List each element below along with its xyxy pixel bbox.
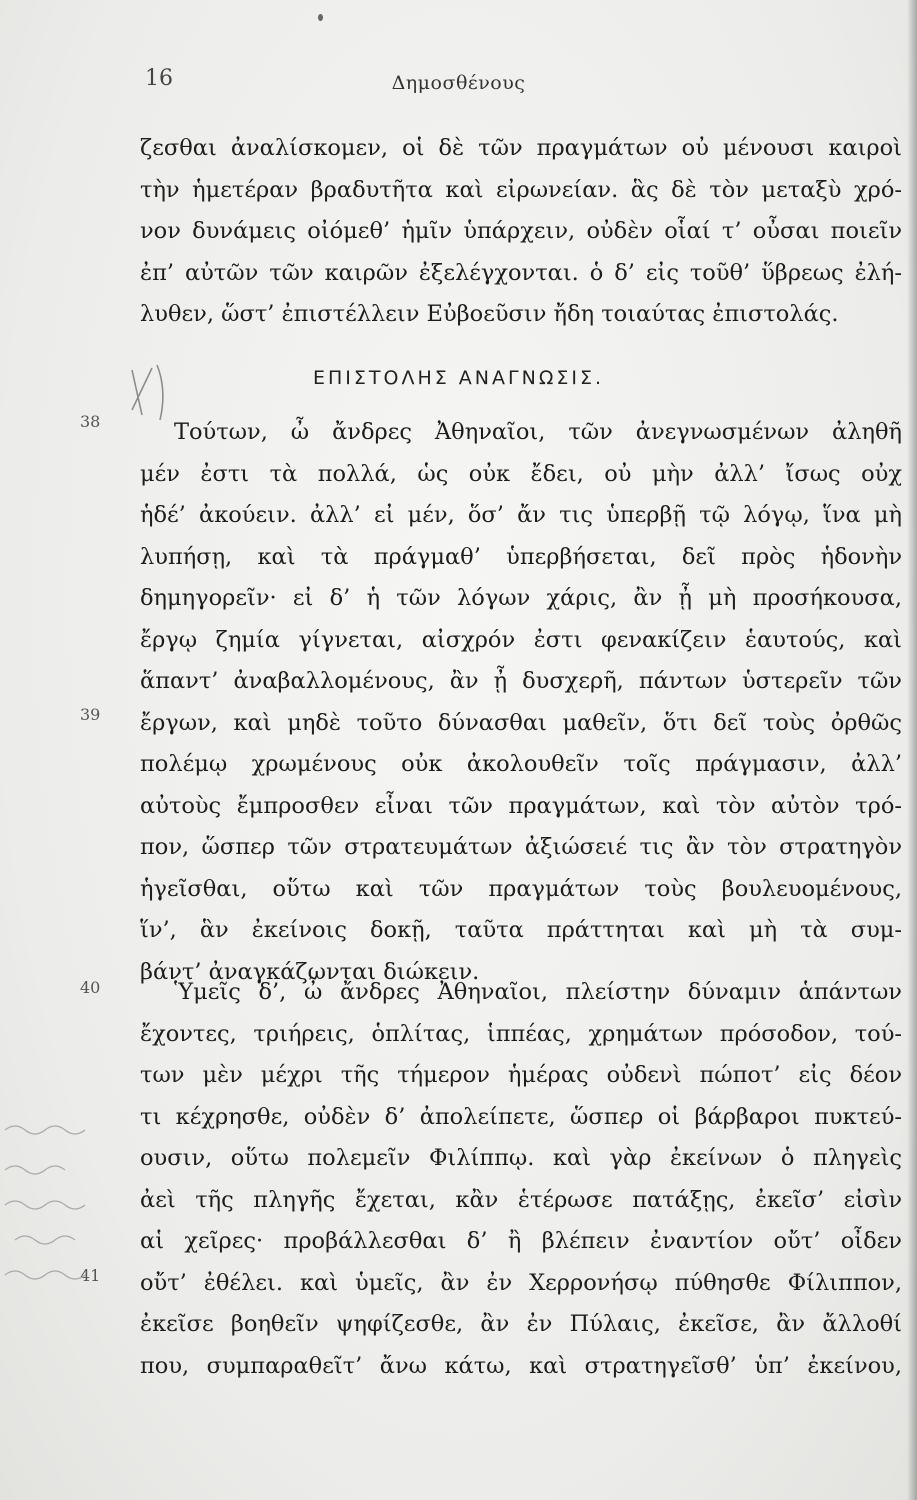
paragraph-continuation xyxy=(140,128,902,336)
text-line: αὐτοὺς ἔμπροσθεν εἶναι τῶν πραγμάτων, καὶ τὸν αὐτὸν τρό- xyxy=(140,792,902,819)
text-line: οὔτ’ ἐθέλει. καὶ ὑμεῖς, ἂν ἐν Χερρονήσῳ πύθησθε Φίλιππον, xyxy=(140,1269,902,1296)
text-line: Τούτων, ὦ ἄνδρες Ἀθηναῖοι, τῶν ἀνεγνωσμένων ἀληθῆ xyxy=(174,419,902,445)
text-line: Ὑμεῖς δ’, ὦ ἄνδρες Ἀθηναῖοι, πλείστην δύναμιν ἁπάντων xyxy=(174,979,902,1005)
text-line: νον δυνάμεις οἰόμεθ’ ἡμῖν ὑπάρχειν, οὐδὲν οἷαί τ’ οὖσαι ποιεῖν xyxy=(140,218,902,244)
text-line: πον, ὥσπερ τῶν στρατευμάτων ἀξιώσειέ τις ἂν τὸν στρατηγὸν xyxy=(140,834,902,860)
text-line: ἅπαντ’ ἀναβαλλομένους, ἂν ᾖ δυσχερῆ, πάντων ὑστερεῖν τῶν xyxy=(140,668,902,694)
text-line: τι κέχρησθε, οὐδὲν δ’ ἀπολείπετε, ὥσπερ οἱ βάρβαροι πυκτεύ- xyxy=(140,1103,902,1130)
text-line: ἔργῳ ζημία γίγνεται, αἰσχρόν ἐστι φενακίζειν ἑαυτούς, καὶ xyxy=(140,626,902,653)
text-line: ἐκεῖσε βοηθεῖν ψηφίζεσθε, ἂν ἐν Πύλαις, ἐκεῖσε, ἂν ἄλλοθί xyxy=(140,1311,902,1337)
page-number: 16 xyxy=(145,66,173,91)
text-line: των μὲν μέχρι τῆς τήμερον ἡμέρας οὐδενὶ πώποτ’ εἰς δέον xyxy=(140,1062,902,1088)
text-line: ἔχοντες, τριήρεις, ὁπλίτας, ἱππέας, χρημάτων πρόσοδον, τού- xyxy=(140,1020,902,1047)
text-line: λυθεν, ὥστ’ ἐπιστέλλειν Εὐβοεῦσιν ἤδη τοιαύτας ἐπιστολάς. xyxy=(140,301,839,327)
text-line: ζεσθαι ἀναλίσκομεν, οἱ δὲ τῶν πραγμάτων οὐ μένουσι καιροὶ xyxy=(140,135,902,161)
text-line: μέν ἐστι τὰ πολλά, ὡς οὐκ ἔδει, οὐ μὴν ἀλλ’ ἴσως οὐχ xyxy=(140,460,902,487)
text-line: τὴν ἡμετέραν βραδυτῆτα καὶ εἰρωνείαν. ἃς δὲ τὸν μεταξὺ χρό- xyxy=(140,176,902,203)
text-line: ἡγεῖσθαι, οὕτω καὶ τῶν πραγμάτων τοὺς βουλευομένους, xyxy=(140,875,902,902)
text-line: ἔργων, καὶ μηδὲ τοῦτο δύνασθαι μαθεῖν, ὅτι δεῖ τοὺς ὀρθῶς xyxy=(140,709,902,736)
margin-pencil-scribbles xyxy=(0,1090,110,1280)
text-line: δημηγορεῖν· εἰ δ’ ἡ τῶν λόγων χάρις, ἂν ᾖ μὴ προσήκουσα, xyxy=(140,585,902,611)
text-line: βάντ’ ἀναγκάζωνται διώκειν. xyxy=(140,958,480,985)
paragraph-38 xyxy=(140,412,902,993)
text-line: πολέμῳ χρωμένους οὐκ ἀκολουθεῖν τοῖς πράγμασιν, ἀλλ’ xyxy=(140,751,902,777)
section-heading: ΕΠΙΣΤΟΛΗΣ ΑΝΑΓΝΩΣΙΣ. xyxy=(313,367,604,389)
text-line: ουσιν, οὕτω πολεμεῖν Φιλίππῳ. καὶ γὰρ ἐκείνων ὁ πληγεὶς xyxy=(140,1145,902,1171)
paragraph-number: 41 xyxy=(80,1266,101,1285)
running-title: Δημοσθένους xyxy=(391,72,526,94)
ink-speck xyxy=(318,14,323,21)
paragraph-40 xyxy=(140,972,902,1387)
paragraph-number: 39 xyxy=(80,705,101,724)
text-line: ἐπ’ αὐτῶν τῶν καιρῶν ἐξελέγχονται. ὁ δ’ εἰς τοῦθ’ ὕβρεως ἐλή- xyxy=(140,259,902,286)
page-edge-shadow xyxy=(907,0,917,1500)
text-line: ἡδέ’ ἀκούειν. ἀλλ’ εἰ μέν, ὅσ’ ἄν τις ὑπερβῇ τῷ λόγῳ, ἵνα μὴ xyxy=(140,502,902,528)
text-line: ἀεὶ τῆς πληγῆς ἔχεται, κἂν ἑτέρωσε πατάξῃς, ἐκεῖσ’ εἰσὶν xyxy=(140,1186,902,1213)
text-line: που, συμπαραθεῖτ’ ἄνω κάτω, καὶ στρατηγεῖσθ’ ὑπ’ ἐκείνου, xyxy=(140,1352,902,1379)
text-line: λυπήσῃ, καὶ τὰ πράγμαθ’ ὑπερβήσεται, δεῖ πρὸς ἡδονὴν xyxy=(140,543,902,570)
text-line: ἵν’, ἃν ἐκείνοις δοκῇ, ταῦτα πράττηται καὶ μὴ τὰ συμ- xyxy=(140,917,902,943)
paragraph-number: 40 xyxy=(80,978,101,997)
text-line: αἱ χεῖρες· προβάλλεσθαι δ’ ἢ βλέπειν ἐναντίον οὔτ’ οἶδεν xyxy=(140,1228,902,1254)
paragraph-number: 38 xyxy=(80,412,101,431)
